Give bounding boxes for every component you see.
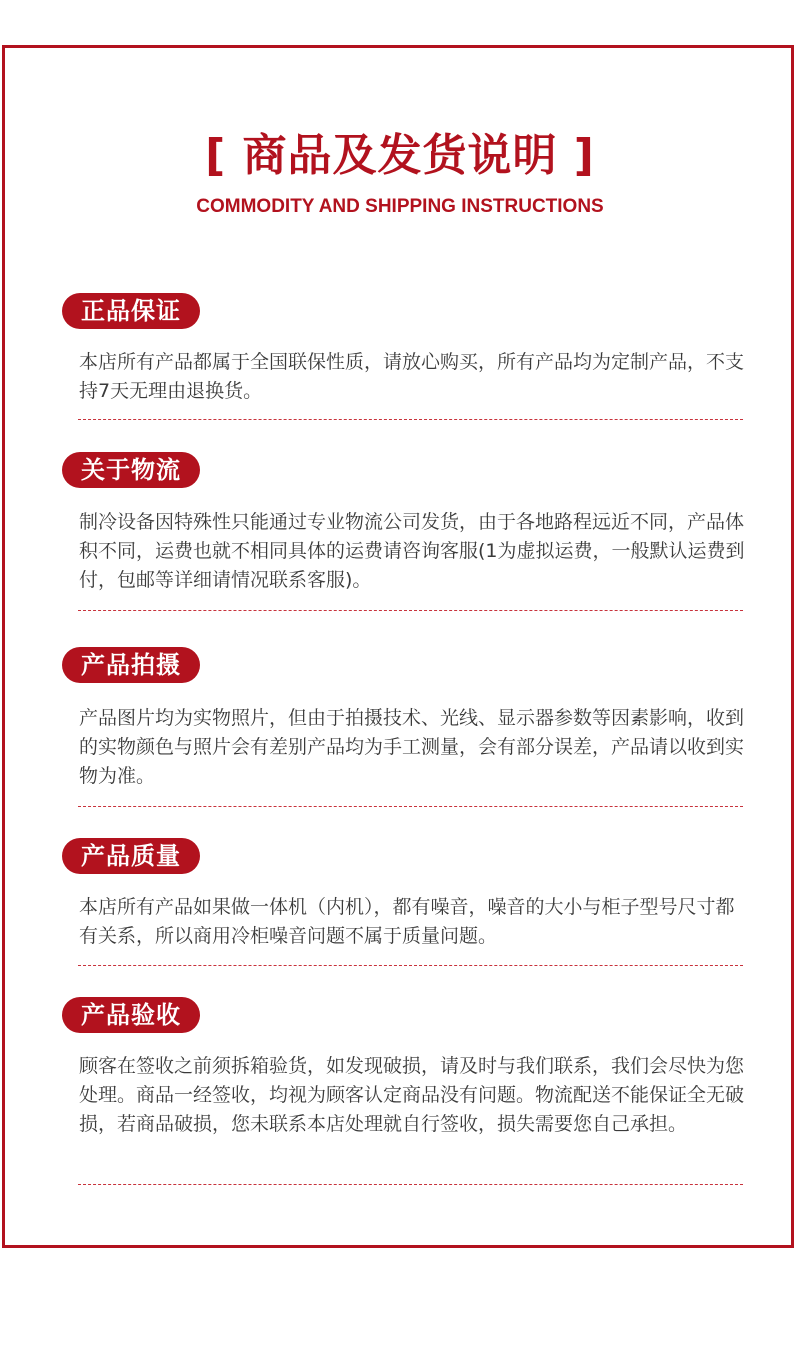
section-body-text: 本店所有产品都属于全国联保性质，请放心购买，所有产品均为定制产品，不支持7天无理由退换货。 <box>79 351 745 402</box>
section-divider <box>78 1184 743 1185</box>
section-divider <box>78 419 743 420</box>
section-divider <box>78 965 743 966</box>
page-title: [ 商品及发货说明 ] <box>205 130 595 181</box>
section-divider <box>78 610 743 611</box>
section-body-text: 制冷设备因特殊性只能通过专业物流公司发货，由于各地路程远近不同，产品体积不同，运费也就不相同具体的运费请咨询客服(1为虚拟运费，一般默认运费到付，包邮等详细请情况联系客服)。 <box>79 511 745 591</box>
page-subtitle: COMMODITY AND SHIPPING INSTRUCTIONS <box>196 196 604 217</box>
section-heading-badge: 产品验收 <box>62 997 200 1033</box>
section-body-text: 顾客在签收之前须拆箱验货，如发现破损，请及时与我们联系，我们会尽快为您处理。商品一经签收，均视为顾客认定商品没有问题。物流配送不能保证全无破损，若商品破损，您未联系本店处理就自行签收，损失需要您自己承担。 <box>79 1055 745 1135</box>
section-body-text: 产品图片均为实物照片，但由于拍摄技术、光线、显示器参数等因素影响，收到的实物颜色与照片会有差别产品均为手工测量，会有部分误差，产品请以收到实物为准。 <box>79 707 745 787</box>
section-body-text: 本店所有产品如果做一体机（内机），都有噪音，噪音的大小与柜子型号尺寸都有关系，所以商用冷柜噪音问题不属于质量问题。 <box>79 896 735 947</box>
section-heading-badge: 产品拍摄 <box>62 647 200 683</box>
section-heading-badge: 产品质量 <box>62 838 200 874</box>
section-heading-badge: 正品保证 <box>62 293 200 329</box>
section-divider <box>78 806 743 807</box>
section-heading-badge: 关于物流 <box>62 452 200 488</box>
